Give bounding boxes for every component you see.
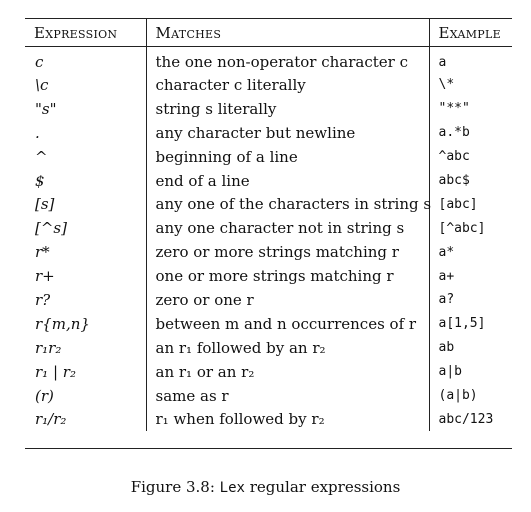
- match-cell: beginning of a line: [146, 145, 429, 169]
- expr-cell: r+: [35, 267, 55, 286]
- expr-cell: (r): [35, 386, 54, 405]
- match-cell: r₁ when followed by r₂: [146, 407, 429, 431]
- match-cell: one or more strings matching r: [146, 264, 429, 288]
- table-row: [25, 216, 512, 240]
- expr-cell: .: [35, 123, 40, 142]
- table-row: [25, 121, 512, 145]
- match-cell: character c literally: [146, 73, 429, 97]
- example-cell: \*: [429, 73, 512, 97]
- expr-cell: "s": [35, 99, 57, 118]
- match-cell: zero or more strings matching r: [146, 240, 429, 264]
- table-row: [25, 47, 512, 74]
- expr-cell: r{m,n}: [35, 314, 90, 333]
- expr-cell: r*: [35, 243, 50, 262]
- example-cell: "**": [429, 97, 512, 121]
- expr-cell: $: [35, 171, 45, 190]
- example-cell: [abc]: [429, 192, 512, 216]
- table-row: [25, 360, 512, 384]
- match-cell: between m and n occurrences of r: [146, 312, 429, 336]
- table-row: [25, 264, 512, 288]
- match-cell: any one character not in string s: [146, 216, 429, 240]
- table-row: [25, 312, 512, 336]
- expr-cell: ^: [35, 147, 48, 166]
- caption-prefix: Figure 3.8:: [130, 478, 220, 496]
- table-row: [25, 240, 512, 264]
- expr-cell: [s]: [35, 195, 55, 214]
- example-cell: ^abc: [429, 145, 512, 169]
- table-row: [25, 384, 512, 408]
- match-cell: end of a line: [146, 169, 429, 193]
- match-cell: the one non-operator character c: [146, 47, 429, 74]
- header-matches: Matches: [146, 19, 429, 47]
- table-header-row: [25, 19, 512, 47]
- match-cell: any one of the characters in string s: [146, 192, 429, 216]
- header-expression: Expression: [25, 19, 146, 47]
- lex-regex-table: [25, 19, 512, 431]
- table-row: [25, 73, 512, 97]
- example-cell: a[1,5]: [429, 312, 512, 336]
- header-example: Example: [429, 19, 512, 47]
- table-row: [25, 407, 512, 431]
- example-cell: abc$: [429, 169, 512, 193]
- table-row: [25, 192, 512, 216]
- table-row: [25, 288, 512, 312]
- example-cell: a+: [429, 264, 512, 288]
- match-cell: any character but newline: [146, 121, 429, 145]
- match-cell: same as r: [146, 384, 429, 408]
- caption-lex: Lex: [219, 480, 245, 496]
- figure-caption: [0, 478, 531, 496]
- expr-cell: r₁ | r₂: [35, 362, 76, 381]
- expr-cell: c: [35, 53, 44, 71]
- table-row: [25, 336, 512, 360]
- expr-cell: r₁/r₂: [35, 410, 67, 429]
- expr-cell: r₁r₂: [35, 338, 62, 357]
- example-cell: a.*b: [429, 121, 512, 145]
- table-row: [25, 169, 512, 193]
- example-cell: [^abc]: [429, 216, 512, 240]
- match-cell: an r₁ followed by an r₂: [146, 336, 429, 360]
- example-cell: a*: [429, 240, 512, 264]
- match-cell: an r₁ or an r₂: [146, 360, 429, 384]
- match-cell: string s literally: [146, 97, 429, 121]
- table-row: [25, 145, 512, 169]
- example-cell: abc/123: [429, 407, 512, 431]
- example-cell: a: [429, 47, 512, 74]
- example-cell: ab: [429, 336, 512, 360]
- caption-suffix: regular expressions: [244, 478, 401, 496]
- expr-cell: [^s]: [35, 219, 67, 238]
- example-cell: a?: [429, 288, 512, 312]
- match-cell: zero or one r: [146, 288, 429, 312]
- lex-regex-table-frame: [25, 18, 512, 449]
- table-row: [25, 97, 512, 121]
- expr-cell: \c: [35, 75, 49, 94]
- example-cell: (a|b): [429, 384, 512, 408]
- example-cell: a|b: [429, 360, 512, 384]
- expr-cell: r?: [35, 290, 51, 309]
